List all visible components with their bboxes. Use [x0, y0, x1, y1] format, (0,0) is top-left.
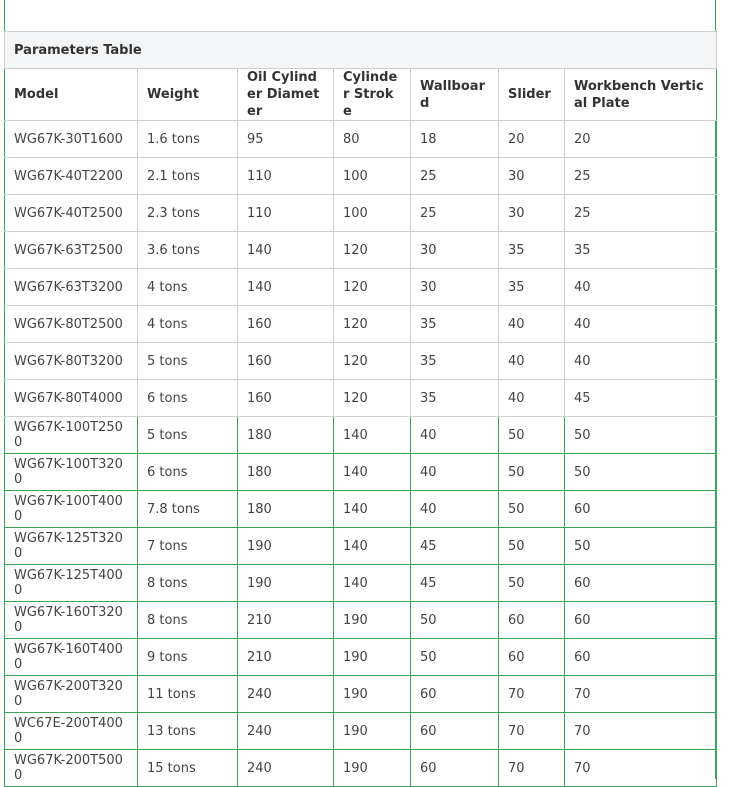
- slider-cell: 70: [499, 750, 565, 787]
- table-row: [5, 565, 717, 602]
- weight-cell: 7.8 tons: [138, 491, 238, 528]
- cylinder-stroke-cell: 190: [334, 602, 411, 639]
- model-cell: WC67E-200T4000: [5, 713, 138, 750]
- workbench-vertical-plate-cell: 45: [565, 380, 717, 417]
- wallboard-cell: 35: [411, 343, 499, 380]
- cylinder-stroke-cell: 140: [334, 565, 411, 602]
- slider-cell: 60: [499, 639, 565, 676]
- weight-cell: 4 tons: [138, 306, 238, 343]
- table-row: [5, 713, 717, 750]
- weight-cell: 8 tons: [138, 602, 238, 639]
- model-cell: WG67K-80T4000: [5, 380, 138, 417]
- wallboard-cell: 40: [411, 491, 499, 528]
- wallboard-cell: 40: [411, 454, 499, 491]
- workbench-vertical-plate-cell: 40: [565, 343, 717, 380]
- wallboard-cell: 60: [411, 676, 499, 713]
- wallboard-cell: 35: [411, 306, 499, 343]
- oil-cylinder-diameter-cell: 180: [238, 454, 334, 491]
- slider-cell: 40: [499, 306, 565, 343]
- table-row: [5, 528, 717, 565]
- workbench-vertical-plate-cell: 70: [565, 676, 717, 713]
- weight-cell: 4 tons: [138, 269, 238, 306]
- table-row: [5, 491, 717, 528]
- cylinder-stroke-cell: 120: [334, 269, 411, 306]
- slider-cell: 40: [499, 380, 565, 417]
- oil-cylinder-diameter-cell: 160: [238, 343, 334, 380]
- column-header-model: Model: [5, 69, 138, 121]
- cylinder-stroke-cell: 120: [334, 306, 411, 343]
- cylinder-stroke-cell: 140: [334, 491, 411, 528]
- model-cell: WG67K-63T2500: [5, 232, 138, 269]
- model-cell: WG67K-125T3200: [5, 528, 138, 565]
- model-cell: WG67K-80T2500: [5, 306, 138, 343]
- workbench-vertical-plate-cell: 25: [565, 195, 717, 232]
- table-row: [5, 306, 717, 343]
- weight-cell: 11 tons: [138, 676, 238, 713]
- weight-cell: 7 tons: [138, 528, 238, 565]
- table-row: [5, 269, 717, 306]
- wallboard-cell: 30: [411, 232, 499, 269]
- table-row: [5, 158, 717, 195]
- slider-cell: 50: [499, 491, 565, 528]
- slider-cell: 35: [499, 232, 565, 269]
- table-row: [5, 639, 717, 676]
- slider-cell: 50: [499, 565, 565, 602]
- table-row: [5, 417, 717, 454]
- workbench-vertical-plate-cell: 60: [565, 602, 717, 639]
- cylinder-stroke-cell: 190: [334, 750, 411, 787]
- cylinder-stroke-cell: 140: [334, 454, 411, 491]
- cylinder-stroke-cell: 190: [334, 713, 411, 750]
- workbench-vertical-plate-cell: 35: [565, 232, 717, 269]
- cylinder-stroke-cell: 80: [334, 121, 411, 158]
- oil-cylinder-diameter-cell: 240: [238, 713, 334, 750]
- cylinder-stroke-cell: 100: [334, 195, 411, 232]
- oil-cylinder-diameter-cell: 180: [238, 417, 334, 454]
- workbench-vertical-plate-cell: 20: [565, 121, 717, 158]
- cylinder-stroke-cell: 100: [334, 158, 411, 195]
- table-row: [5, 343, 717, 380]
- table-row: [5, 232, 717, 269]
- wallboard-cell: 60: [411, 713, 499, 750]
- model-cell: WG67K-80T3200: [5, 343, 138, 380]
- oil-cylinder-diameter-cell: 240: [238, 676, 334, 713]
- oil-cylinder-diameter-cell: 210: [238, 639, 334, 676]
- slider-cell: 40: [499, 343, 565, 380]
- wallboard-cell: 35: [411, 380, 499, 417]
- weight-cell: 2.1 tons: [138, 158, 238, 195]
- weight-cell: 1.6 tons: [138, 121, 238, 158]
- cylinder-stroke-cell: 140: [334, 417, 411, 454]
- wallboard-cell: 30: [411, 269, 499, 306]
- weight-cell: 6 tons: [138, 454, 238, 491]
- oil-cylinder-diameter-cell: 110: [238, 158, 334, 195]
- wallboard-cell: 50: [411, 639, 499, 676]
- oil-cylinder-diameter-cell: 190: [238, 565, 334, 602]
- wallboard-cell: 25: [411, 195, 499, 232]
- wallboard-cell: 45: [411, 528, 499, 565]
- workbench-vertical-plate-cell: 70: [565, 713, 717, 750]
- model-cell: WG67K-125T4000: [5, 565, 138, 602]
- model-cell: WG67K-30T1600: [5, 121, 138, 158]
- workbench-vertical-plate-cell: 40: [565, 269, 717, 306]
- slider-cell: 70: [499, 676, 565, 713]
- column-header-weight: Weight: [138, 69, 238, 121]
- oil-cylinder-diameter-cell: 190: [238, 528, 334, 565]
- oil-cylinder-diameter-cell: 140: [238, 232, 334, 269]
- weight-cell: 2.3 tons: [138, 195, 238, 232]
- table-row: [5, 676, 717, 713]
- wallboard-cell: 40: [411, 417, 499, 454]
- weight-cell: 6 tons: [138, 380, 238, 417]
- table-row: [5, 380, 717, 417]
- slider-cell: 50: [499, 417, 565, 454]
- workbench-vertical-plate-cell: 50: [565, 528, 717, 565]
- oil-cylinder-diameter-cell: 180: [238, 491, 334, 528]
- oil-cylinder-diameter-cell: 140: [238, 269, 334, 306]
- wallboard-cell: 60: [411, 750, 499, 787]
- oil-cylinder-diameter-cell: 240: [238, 750, 334, 787]
- oil-cylinder-diameter-cell: 210: [238, 602, 334, 639]
- workbench-vertical-plate-cell: 70: [565, 750, 717, 787]
- header-row: [5, 69, 717, 121]
- wallboard-cell: 18: [411, 121, 499, 158]
- cylinder-stroke-cell: 190: [334, 676, 411, 713]
- column-header-slider: Slider: [499, 69, 565, 121]
- workbench-vertical-plate-cell: 40: [565, 306, 717, 343]
- model-cell: WG67K-100T2500: [5, 417, 138, 454]
- column-header-wallboard: Wallboard: [411, 69, 499, 121]
- cylinder-stroke-cell: 120: [334, 232, 411, 269]
- parameters-table: [4, 31, 717, 787]
- slider-cell: 60: [499, 602, 565, 639]
- workbench-vertical-plate-cell: 60: [565, 565, 717, 602]
- workbench-vertical-plate-cell: 50: [565, 454, 717, 491]
- weight-cell: 5 tons: [138, 343, 238, 380]
- table-caption: Parameters Table: [5, 32, 717, 69]
- oil-cylinder-diameter-cell: 160: [238, 306, 334, 343]
- weight-cell: 9 tons: [138, 639, 238, 676]
- slider-cell: 20: [499, 121, 565, 158]
- table-row: [5, 602, 717, 639]
- model-cell: WG67K-160T4000: [5, 639, 138, 676]
- slider-cell: 50: [499, 528, 565, 565]
- model-cell: WG67K-200T3200: [5, 676, 138, 713]
- table-row: [5, 121, 717, 158]
- table-row: [5, 454, 717, 491]
- weight-cell: 13 tons: [138, 713, 238, 750]
- weight-cell: 3.6 tons: [138, 232, 238, 269]
- column-header-oil-cylinder-diameter: Oil Cylinder Diameter: [238, 69, 334, 121]
- workbench-vertical-plate-cell: 60: [565, 639, 717, 676]
- wallboard-cell: 25: [411, 158, 499, 195]
- model-cell: WG67K-40T2500: [5, 195, 138, 232]
- weight-cell: 8 tons: [138, 565, 238, 602]
- weight-cell: 5 tons: [138, 417, 238, 454]
- workbench-vertical-plate-cell: 50: [565, 417, 717, 454]
- weight-cell: 15 tons: [138, 750, 238, 787]
- workbench-vertical-plate-cell: 25: [565, 158, 717, 195]
- wallboard-cell: 50: [411, 602, 499, 639]
- model-cell: WG67K-40T2200: [5, 158, 138, 195]
- slider-cell: 50: [499, 454, 565, 491]
- model-cell: WG67K-160T3200: [5, 602, 138, 639]
- oil-cylinder-diameter-cell: 160: [238, 380, 334, 417]
- cylinder-stroke-cell: 190: [334, 639, 411, 676]
- column-header-workbench-vertical-plate: Workbench Vertical Plate: [565, 69, 717, 121]
- model-cell: WG67K-63T3200: [5, 269, 138, 306]
- model-cell: WG67K-200T5000: [5, 750, 138, 787]
- oil-cylinder-diameter-cell: 110: [238, 195, 334, 232]
- workbench-vertical-plate-cell: 60: [565, 491, 717, 528]
- cylinder-stroke-cell: 120: [334, 380, 411, 417]
- wallboard-cell: 45: [411, 565, 499, 602]
- slider-cell: 30: [499, 195, 565, 232]
- table-row: [5, 750, 717, 787]
- slider-cell: 35: [499, 269, 565, 306]
- slider-cell: 30: [499, 158, 565, 195]
- model-cell: WG67K-100T3200: [5, 454, 138, 491]
- cylinder-stroke-cell: 140: [334, 528, 411, 565]
- slider-cell: 70: [499, 713, 565, 750]
- column-header-cylinder-stroke: Cylinder Stroke: [334, 69, 411, 121]
- table-body: [5, 121, 717, 787]
- cylinder-stroke-cell: 120: [334, 343, 411, 380]
- model-cell: WG67K-100T4000: [5, 491, 138, 528]
- table-row: [5, 195, 717, 232]
- oil-cylinder-diameter-cell: 95: [238, 121, 334, 158]
